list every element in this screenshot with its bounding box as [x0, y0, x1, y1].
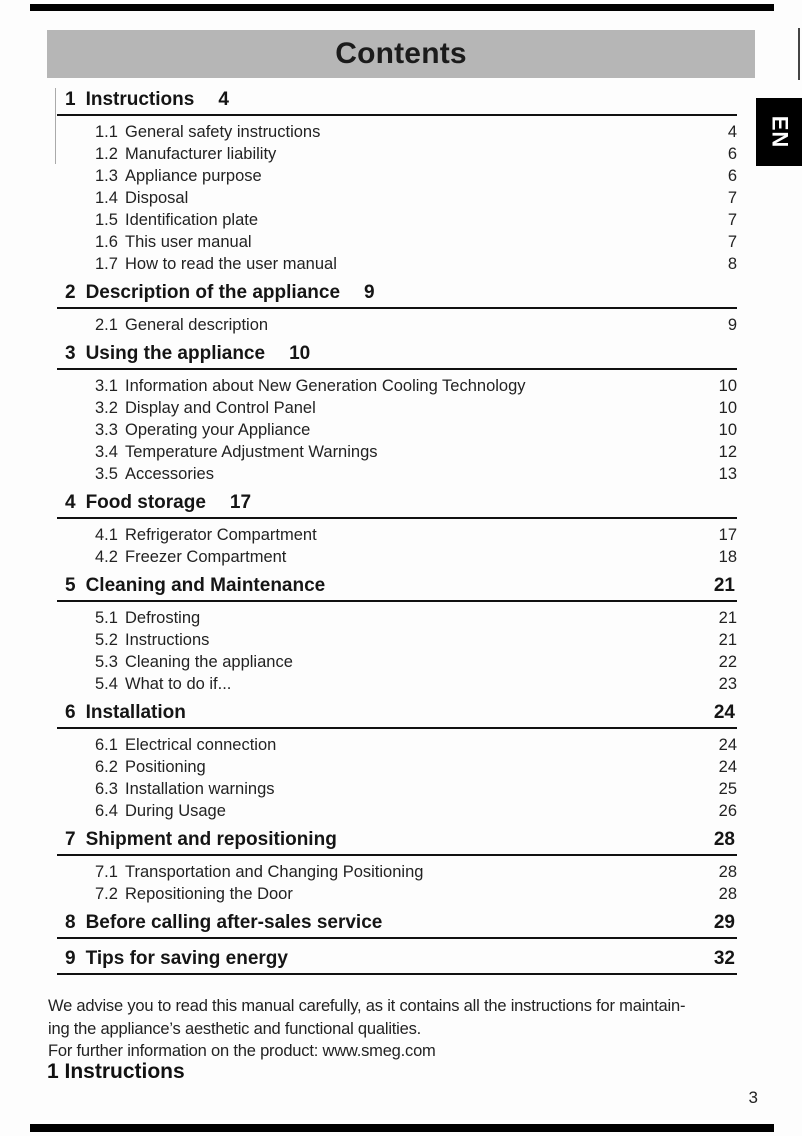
toc-item-row — [57, 419, 737, 441]
toc-chapter-page: 29 — [713, 912, 735, 933]
toc-item-number: 1.2 — [95, 145, 118, 163]
toc-item-row — [57, 165, 737, 187]
advisory-text — [48, 995, 760, 1063]
toc-chapter-items — [57, 519, 737, 574]
toc-item-number: 6.2 — [95, 758, 118, 776]
toc-item-title: Instructions — [125, 631, 210, 649]
toc-item-title: Installation warnings — [125, 780, 275, 798]
toc-item-title: How to read the user manual — [125, 255, 337, 273]
toc-item-page: 23 — [718, 675, 737, 693]
toc-chapter-items — [57, 729, 737, 828]
toc-item-title: General description — [125, 316, 269, 334]
toc-chapter-page: 4 — [218, 89, 229, 110]
toc-item-page: 6 — [727, 145, 737, 163]
toc-item-page: 13 — [718, 465, 737, 483]
toc-chapter-page: 9 — [364, 282, 375, 303]
toc-chapter-page: 10 — [289, 343, 311, 364]
toc-item-row — [57, 734, 737, 756]
toc-item-number: 1.5 — [95, 211, 118, 229]
toc-item-row — [57, 441, 737, 463]
toc-chapter-row — [57, 701, 737, 729]
toc-item-title: Temperature Adjustment Warnings — [125, 443, 378, 461]
toc-item-page: 8 — [727, 255, 737, 273]
toc-item-row — [57, 778, 737, 800]
toc-item-page: 10 — [718, 377, 737, 395]
toc-item-page: 6 — [727, 167, 737, 185]
toc-chapter-row — [57, 281, 737, 309]
toc-chapter-title: Instructions — [85, 89, 195, 110]
toc-chapter-number: 6 — [65, 702, 76, 723]
toc-item-row — [57, 800, 737, 822]
toc-item-number: 1.1 — [95, 123, 118, 141]
toc-chapter-title: Cleaning and Maintenance — [85, 575, 326, 596]
toc-item-row — [57, 607, 737, 629]
toc-item-row — [57, 861, 737, 883]
toc-chapter-page: 17 — [229, 492, 252, 513]
toc-item-title: Refrigerator Compartment — [125, 526, 317, 544]
toc-chapter-row — [57, 911, 737, 939]
toc-item-number: 1.3 — [95, 167, 118, 185]
toc-item-row — [57, 756, 737, 778]
page-number: 3 — [748, 1088, 758, 1107]
toc-chapter-title: Before calling after-sales service — [85, 912, 383, 933]
toc-chapter-number: 7 — [65, 829, 76, 850]
toc-chapter-items — [57, 116, 737, 281]
toc-chapter-page: 21 — [713, 575, 735, 596]
toc-item-number: 7.1 — [95, 863, 118, 881]
toc-item-title: Accessories — [125, 465, 214, 483]
toc-item-number: 7.2 — [95, 885, 118, 903]
toc-chapter-number: 8 — [65, 912, 76, 933]
toc-item-number: 3.1 — [95, 377, 118, 395]
toc-item-title: Display and Control Panel — [125, 399, 316, 417]
toc-item-title: Identification plate — [125, 211, 259, 229]
toc-item-page: 25 — [718, 780, 737, 798]
toc-item-row — [57, 314, 737, 336]
toc-item-title: Positioning — [125, 758, 206, 776]
toc-item-page: 24 — [718, 758, 737, 776]
toc-item-row — [57, 463, 737, 485]
toc-item-page: 9 — [727, 316, 737, 334]
toc-chapter-row — [57, 828, 737, 856]
toc-item-number: 3.3 — [95, 421, 118, 439]
toc-item-row — [57, 187, 737, 209]
toc-chapter-row — [57, 88, 737, 116]
toc-chapter-title: Description of the appliance — [85, 282, 341, 303]
toc-chapter-number: 5 — [65, 575, 76, 596]
toc-item-row — [57, 397, 737, 419]
toc-item-title: Defrosting — [125, 609, 201, 627]
advisory-line-3: For further information on the product: www.smeg.com — [48, 1042, 436, 1060]
toc-item-title: What to do if... — [125, 675, 232, 693]
toc-chapter-row — [57, 491, 737, 519]
advisory-line-1: We advise you to read this manual carefully, as it contains all the instructions for maintain- — [48, 997, 686, 1015]
toc-chapter-row — [57, 574, 737, 602]
toc-item-number: 1.6 — [95, 233, 118, 251]
toc-item-page: 17 — [718, 526, 737, 544]
toc-chapter-row — [57, 947, 737, 975]
toc-chapter-row — [57, 342, 737, 370]
toc-item-title: Repositioning the Door — [125, 885, 293, 903]
toc-item-page: 10 — [718, 399, 737, 417]
toc-item-number: 5.1 — [95, 609, 118, 627]
toc-item-number: 6.1 — [95, 736, 118, 754]
toc-item-page: 22 — [718, 653, 737, 671]
left-edge-mark — [55, 88, 56, 164]
toc-item-page: 7 — [727, 233, 737, 251]
toc-item-number: 6.3 — [95, 780, 118, 798]
toc-item-page: 12 — [718, 443, 737, 461]
toc-item-page: 7 — [727, 189, 737, 207]
toc-chapter-items — [57, 602, 737, 701]
bottom-border — [30, 1124, 774, 1132]
toc-item-number: 5.2 — [95, 631, 118, 649]
section-heading: 1 Instructions — [47, 1060, 185, 1083]
toc-chapter-page: 32 — [713, 948, 735, 969]
toc-item-title: Electrical connection — [125, 736, 277, 754]
toc-item-number: 6.4 — [95, 802, 118, 820]
toc-item-page: 18 — [718, 548, 737, 566]
toc-item-row — [57, 209, 737, 231]
toc-item-page: 26 — [718, 802, 737, 820]
advisory-line-2: ing the appliance’s aesthetic and functional qualities. — [48, 1019, 422, 1038]
toc-item-page: 21 — [718, 609, 737, 627]
toc-item-row — [57, 253, 737, 275]
toc-item-row — [57, 524, 737, 546]
language-tab-label: EN — [767, 115, 792, 149]
toc-item-title: Cleaning the appliance — [125, 653, 293, 671]
toc-chapter-title: Shipment and repositioning — [85, 829, 337, 850]
toc-item-title: Manufacturer liability — [125, 145, 277, 163]
toc-item-title: Freezer Compartment — [125, 548, 287, 566]
toc-chapter-number: 9 — [65, 948, 76, 969]
page-title: Contents — [335, 37, 467, 70]
toc-item-row — [57, 121, 737, 143]
toc-item-row — [57, 143, 737, 165]
toc-item-number: 3.5 — [95, 465, 118, 483]
toc-item-number: 1.7 — [95, 255, 118, 273]
toc-item-page: 21 — [718, 631, 737, 649]
toc-item-number: 5.4 — [95, 675, 118, 693]
contents-header — [47, 30, 755, 78]
toc-item-page: 10 — [718, 421, 737, 439]
toc-item-title: This user manual — [125, 233, 252, 251]
toc-item-row — [57, 546, 737, 568]
toc-item-title: General safety instructions — [125, 123, 321, 141]
toc-item-title: During Usage — [125, 802, 226, 820]
toc-item-title: Transportation and Changing Positioning — [125, 863, 424, 881]
toc-item-row — [57, 673, 737, 695]
toc-item-title: Disposal — [125, 189, 189, 207]
toc-item-page: 28 — [718, 885, 737, 903]
toc-chapter-title: Installation — [85, 702, 186, 723]
toc-item-row — [57, 375, 737, 397]
toc-chapter-title: Food storage — [85, 492, 206, 513]
toc-chapter-page: 24 — [713, 702, 735, 723]
toc-item-row — [57, 629, 737, 651]
toc-item-title: Appliance purpose — [125, 167, 262, 185]
toc-item-page: 4 — [727, 123, 737, 141]
toc-chapter-number: 4 — [65, 492, 76, 513]
toc-item-row — [57, 231, 737, 253]
toc-item-number: 2.1 — [95, 316, 118, 334]
toc-chapter-title: Using the appliance — [85, 343, 266, 364]
toc-chapter-title: Tips for saving energy — [85, 948, 288, 969]
table-of-contents — [57, 88, 737, 975]
toc-item-number: 4.2 — [95, 548, 118, 566]
toc-item-row — [57, 883, 737, 905]
toc-item-title: Information about New Generation Cooling Technology — [125, 377, 526, 395]
toc-item-title: Operating your Appliance — [125, 421, 311, 439]
toc-item-page: 28 — [718, 863, 737, 881]
toc-item-row — [57, 651, 737, 673]
toc-chapter-items — [57, 856, 737, 911]
toc-item-number: 3.4 — [95, 443, 118, 461]
toc-chapter-number: 3 — [65, 343, 76, 364]
toc-chapter-items — [57, 370, 737, 491]
toc-item-number: 5.3 — [95, 653, 118, 671]
toc-chapter-number: 1 — [65, 89, 76, 110]
toc-chapter-page: 28 — [713, 829, 735, 850]
toc-chapter-items — [57, 309, 737, 342]
toc-item-number: 3.2 — [95, 399, 118, 417]
right-edge-mark — [798, 28, 800, 80]
language-tab — [756, 98, 802, 166]
toc-item-page: 24 — [718, 736, 737, 754]
toc-chapter-number: 2 — [65, 282, 76, 303]
toc-item-number: 4.1 — [95, 526, 118, 544]
toc-item-number: 1.4 — [95, 189, 118, 207]
top-border — [30, 4, 774, 11]
toc-item-page: 7 — [727, 211, 737, 229]
